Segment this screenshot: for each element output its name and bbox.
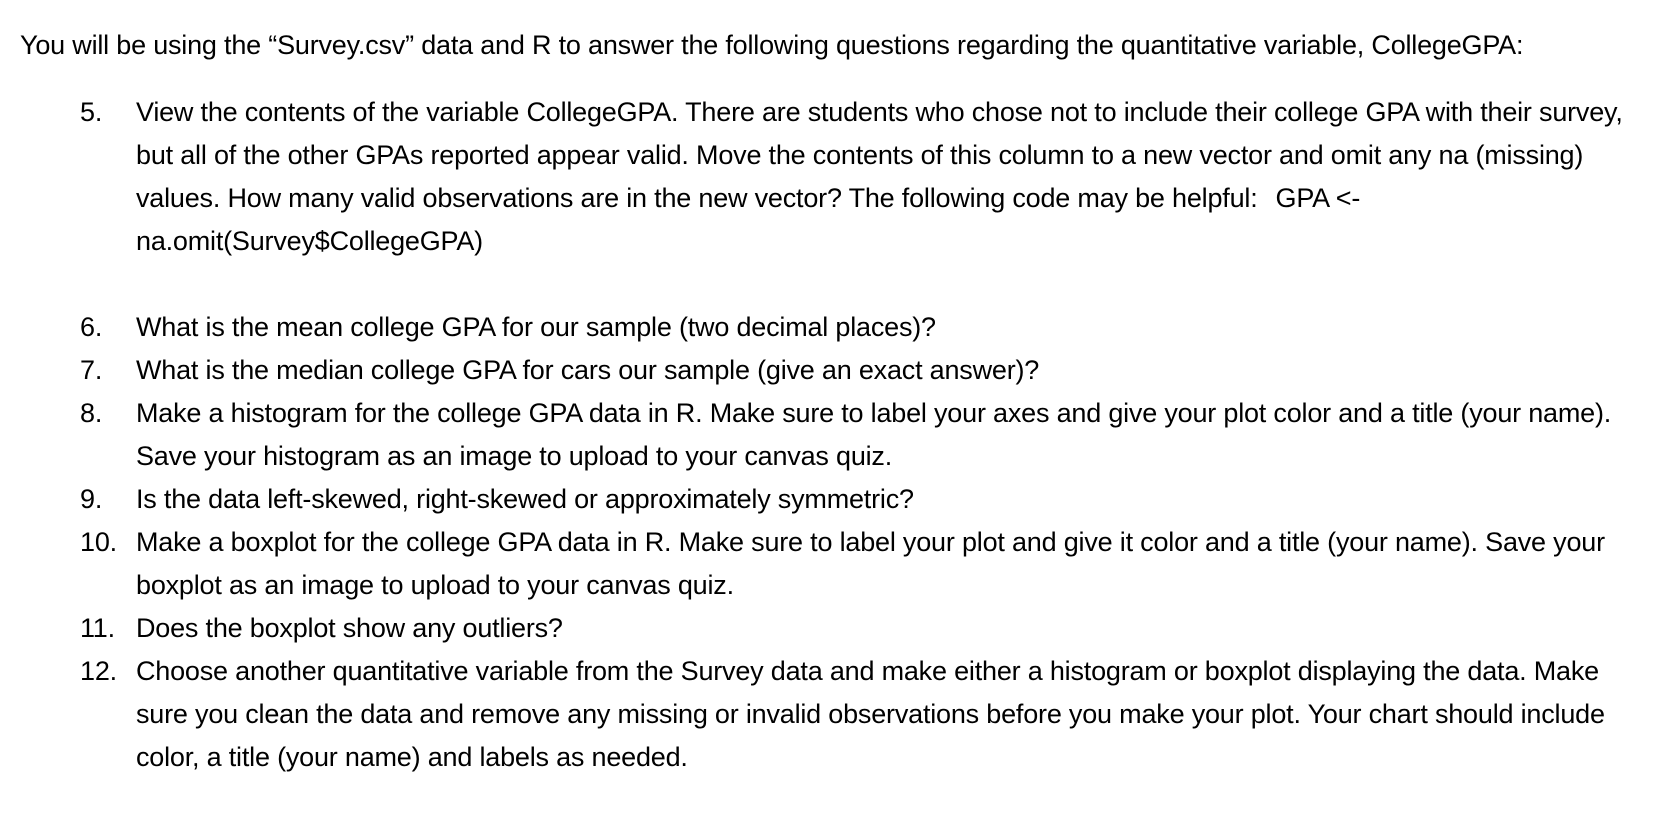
question-number: 10. <box>80 527 117 557</box>
code-snippet: GPA <-na.omit(Survey$CollegeGPA) <box>136 183 1361 256</box>
document-page <box>20 24 1670 779</box>
question-list <box>20 91 1670 779</box>
question-text: Make a histogram for the college GPA data in R. Make sure to label your axes and give your plot color and a title (your name). Save your histogram as an image to upload to your canvas quiz. <box>136 398 1612 471</box>
question-text: Does the boxplot show any outliers? <box>136 613 563 643</box>
question-text: Make a boxplot for the college GPA data in R. Make sure to label your plot and give it color and a title (your name). Save your boxplot as an image to upload to your canvas quiz. <box>136 527 1605 600</box>
question-item-6 <box>20 306 1670 349</box>
question-number: 11. <box>80 613 115 643</box>
question-item-11 <box>20 607 1670 650</box>
question-text <box>136 91 1641 263</box>
question-item-9 <box>20 478 1670 521</box>
question-item-10 <box>20 521 1670 607</box>
question-number: 9. <box>80 484 103 514</box>
question-body: View the contents of the variable CollegeGPA. There are students who chose not to include their college GPA with their survey, but all of the other GPAs reported appear valid. Move the contents of this column to a new vector and omit any na (missing) values. How many valid observations are in the new vector? The following code may be helpful: <box>136 97 1623 213</box>
question-text: What is the median college GPA for cars our sample (give an exact answer)? <box>136 355 1040 385</box>
question-number: 7. <box>80 355 103 385</box>
question-number: 5. <box>80 97 103 127</box>
question-item-12 <box>20 650 1670 779</box>
question-number: 8. <box>80 398 103 428</box>
question-item-8 <box>20 392 1670 478</box>
intro-paragraph: You will be using the “Survey.csv” data and R to answer the following questions regarding the quantitative variable, CollegeGPA: <box>20 30 1524 60</box>
question-text: Choose another quantitative variable from the Survey data and make either a histogram or boxplot displaying the data. Make sure you clean the data and remove any missing or invalid observations before you make your plot. Your chart should include color, a title (your name) and labels as needed. <box>136 656 1605 772</box>
question-number: 6. <box>80 312 103 342</box>
question-number: 12. <box>80 656 117 686</box>
question-item-7 <box>20 349 1670 392</box>
question-text: Is the data left-skewed, right-skewed or approximately symmetric? <box>136 484 914 514</box>
question-text: What is the mean college GPA for our sample (two decimal places)? <box>136 312 936 342</box>
question-item-5 <box>20 91 1670 263</box>
